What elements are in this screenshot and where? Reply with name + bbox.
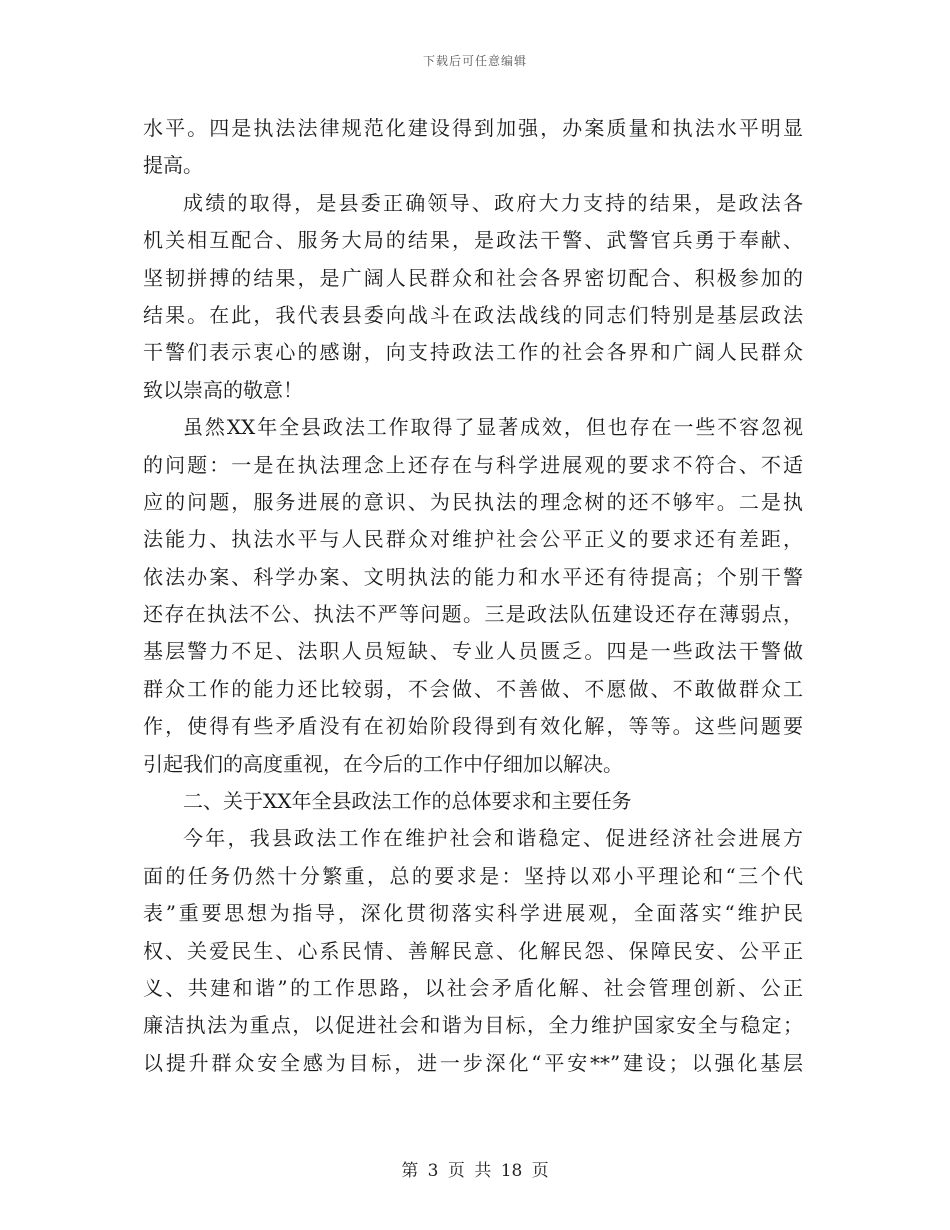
text-line: 权、关爱民生、心系民情、善解民意、化解民怨、保障民安、公平正 bbox=[143, 938, 803, 963]
text-line: 作，使得有些矛盾没有在初始阶段得到有效化解，等等。这些问题要 bbox=[143, 714, 803, 739]
text-line: 提高。 bbox=[143, 153, 203, 178]
text-line: 依法办案、科学办案、文明执法的能力和水平还有待提高；个别干警 bbox=[143, 564, 803, 589]
text-line: 水平。四是执法法律规范化建设得到加强，办案质量和执法水平明显 bbox=[143, 116, 803, 140]
text-line: 成绩的取得，是县委正确领导、政府大力支持的结果，是政法各 bbox=[183, 190, 803, 215]
text-line: 坚韧拼搏的结果，是广阔人民群众和社会各界密切配合、积极参加的 bbox=[143, 265, 803, 290]
text-line: 以提升群众安全感为目标，进一步深化“平安**”建设；以强化基层 bbox=[143, 1050, 803, 1075]
text-line: 虽然XX年全县政法工作取得了显著成效，但也存在一些不容忽视 bbox=[183, 415, 803, 440]
text-line: 义、共建和谐”的工作思路，以社会矛盾化解、社会管理创新、公正 bbox=[143, 975, 803, 1000]
text-line: 法能力、执法水平与人民群众对维护社会公平正义的要求还有差距， bbox=[143, 527, 803, 552]
document-body bbox=[143, 110, 803, 1082]
text-line: 致以崇高的敬意！ bbox=[143, 377, 303, 402]
text-line: 还存在执法不公、执法不严等问题。三是政法队伍建设还存在薄弱点， bbox=[143, 602, 803, 627]
text-line: 廉洁执法为重点，以促进社会和谐为目标，全力维护国家安全与稳定； bbox=[143, 1013, 803, 1038]
text-line: 面的任务仍然十分繁重，总的要求是：坚持以邓小平理论和“三个代 bbox=[143, 863, 803, 888]
text-line: 基层警力不足、法职人员短缺、专业人员匮乏。四是一些政法干警做 bbox=[143, 639, 803, 664]
text-line: 引起我们的高度重视，在今后的工作中仔细加以解决。 bbox=[143, 751, 623, 776]
page-header: 下载后可任意编辑 bbox=[422, 54, 527, 68]
section-heading: 二、关于XX年全县政法工作的总体要求和主要任务 bbox=[183, 789, 632, 814]
text-line: 的问题：一是在执法理念上还存在与科学进展观的要求不符合、不适 bbox=[143, 452, 803, 477]
text-line: 今年，我县政法工作在维护社会和谐稳定、促进经济社会进展方 bbox=[183, 826, 803, 851]
page-number: 第 3 页 共 18 页 bbox=[401, 1161, 549, 1181]
text-line: 结果。在此，我代表县委向战斗在政法战线的同志们特别是基层政法 bbox=[143, 302, 803, 327]
text-line: 应的问题，服务进展的意识、为民执法的理念树的还不够牢。二是执 bbox=[143, 489, 803, 514]
text-line: 干警们表示衷心的感谢，向支持政法工作的社会各界和广阔人民群众 bbox=[143, 340, 803, 365]
text-line: 机关相互配合、服务大局的结果，是政法干警、武警官兵勇于奉献、 bbox=[143, 228, 803, 253]
text-line: 群众工作的能力还比较弱，不会做、不善做、不愿做、不敢做群众工 bbox=[143, 676, 803, 701]
text-line: 表”重要思想为指导，深化贯彻落实科学进展观，全面落实“维护民 bbox=[143, 901, 803, 926]
